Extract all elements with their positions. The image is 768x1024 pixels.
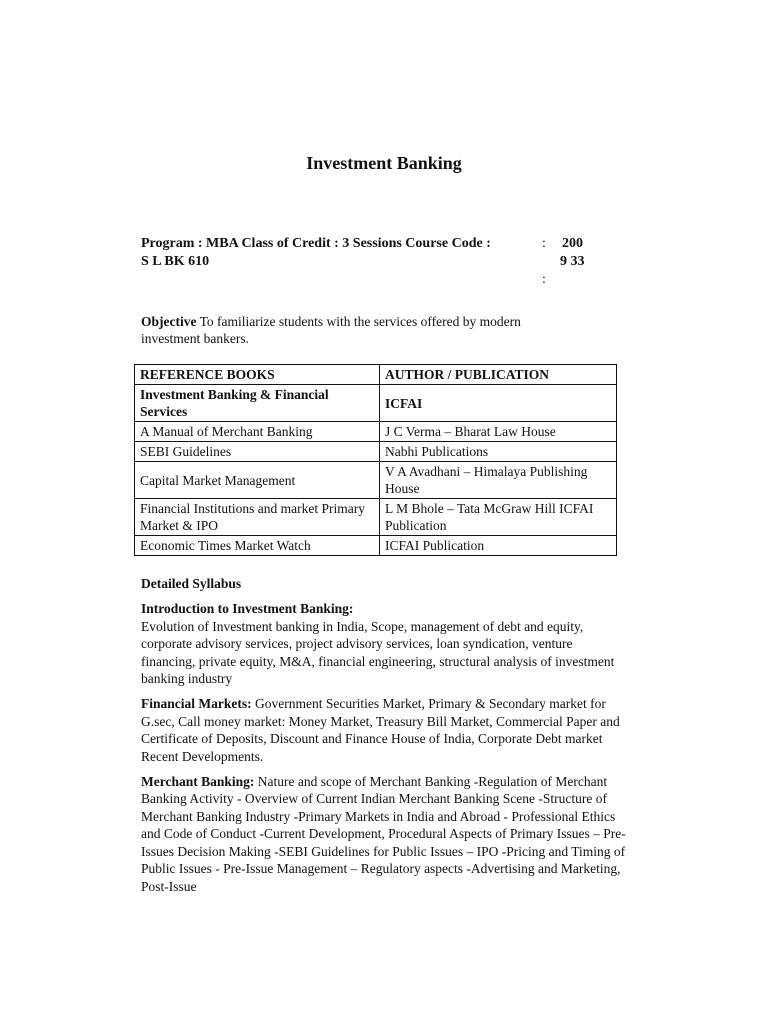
table-cell-author: V A Avadhani – Himalaya Publishing House (380, 462, 617, 499)
intro-paragraph (141, 600, 627, 687)
table-cell-author: L M Bhole – Tata McGraw Hill ICFAI Publication (380, 499, 617, 536)
syllabus-heading: Detailed Syllabus (141, 576, 242, 591)
table-row (135, 442, 617, 462)
merchant-banking-paragraph (141, 773, 627, 895)
table-cell-book: Financial Institutions and market Primary Market & IPO (135, 499, 380, 536)
program-colon-1: : (542, 236, 546, 251)
program-line-2: S L BK 610 (141, 254, 210, 269)
table-row (135, 422, 617, 442)
table-row (135, 499, 617, 536)
table-cell-author: ICFAI Publication (380, 536, 617, 556)
table-header-row (135, 365, 617, 385)
intro-text: Evolution of Investment banking in India, Scope, management of debt and equity, corporate advisory services, project advisory services, loan syndication, venture financing, private equity, M&A, financial engineering, structural analysis of investment banking industry (141, 618, 615, 687)
program-colon-2: : (542, 272, 546, 287)
table-cell-book: Economic Times Market Watch (135, 536, 380, 556)
header-author-publication: AUTHOR / PUBLICATION (380, 365, 617, 385)
financial-markets-paragraph (141, 695, 627, 765)
intro-heading: Introduction to Investment Banking: (141, 601, 354, 617)
page-title: Investment Banking (306, 153, 462, 173)
financial-markets-text: Government Securities Market, Primary & Secondary market for G.sec, Call money market: Money Market, Treasury Bill Market, Commercial Paper and Certificate of Deposits, Discount and Finance House of India, Corporate Debt market Recent Developments. (141, 696, 620, 764)
table-cell-author: J C Verma – Bharat Law House (380, 422, 617, 442)
header-reference-books: REFERENCE BOOKS (135, 365, 380, 385)
program-value-2: 9 33 (560, 254, 585, 269)
objective-paragraph (141, 313, 541, 347)
table-cell-book: A Manual of Merchant Banking (135, 422, 380, 442)
financial-markets-heading: Financial Markets: (141, 696, 252, 712)
objective-label: Objective (141, 314, 197, 329)
program-line-1: Program : MBA Class of Credit : 3 Sessions Course Code : (141, 236, 491, 251)
merchant-banking-text: Nature and scope of Merchant Banking -Regulation of Merchant Banking Activity - Overview of Current Indian Merchant Banking Scene -Structure of Merchant Banking Industry -Primary Markets in India and Abroad - Professional Ethics and Code of Conduct -Current Development, Procedural Aspects of Primary Issues – Pre-Issues Decision Making -SEBI Guidelines for Public Issues – IPO -Pricing and Timing of Public Issues - Pre-Issue Management – Regulatory aspects -Advertising and Marketing, Post-Issue (141, 774, 626, 894)
objective-text: To familiarize students with the services offered by modern investment bankers. (141, 314, 521, 346)
table-row (135, 536, 617, 556)
table-row (135, 385, 617, 422)
table-row (135, 462, 617, 499)
reference-table (134, 364, 617, 556)
table-cell-author: Nabhi Publications (380, 442, 617, 462)
syllabus-section (141, 575, 627, 903)
program-value-1: 200 (562, 236, 583, 251)
table-cell-book: Investment Banking & Financial Services (135, 385, 380, 422)
table-cell-author: ICFAI (380, 385, 617, 422)
merchant-banking-heading: Merchant Banking: (141, 774, 255, 790)
table-cell-book: SEBI Guidelines (135, 442, 380, 462)
table-cell-book: Capital Market Management (135, 462, 380, 499)
